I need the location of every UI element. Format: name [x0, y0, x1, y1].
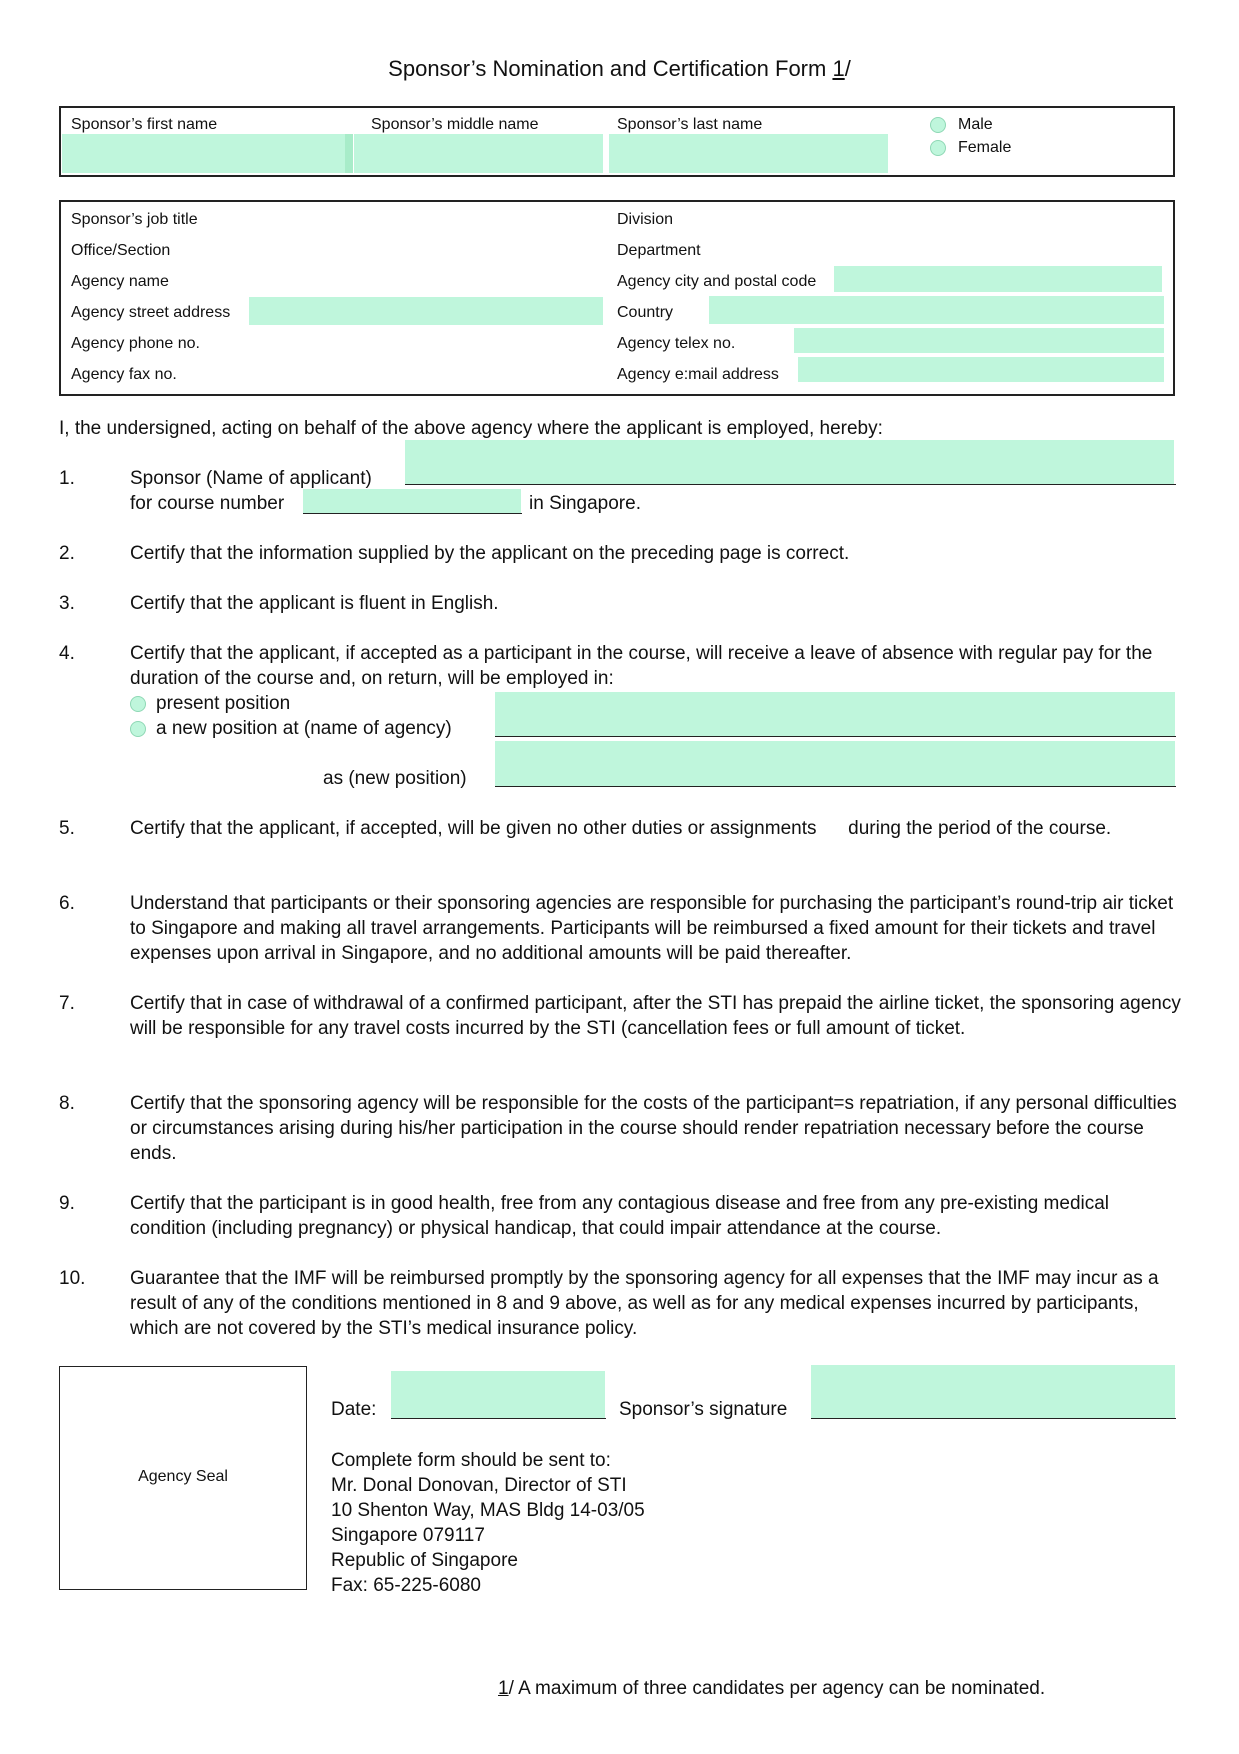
- course-number-underline: [303, 513, 522, 514]
- middle-name-field[interactable]: [354, 134, 603, 173]
- department-label: Department: [617, 242, 701, 259]
- country-label: Country: [617, 304, 674, 321]
- agency-name-label: Agency name: [71, 273, 169, 290]
- date-underline: [391, 1418, 606, 1419]
- email-field[interactable]: [798, 357, 1164, 382]
- intro-text: I, the undersigned, acting on behalf of the above agency where the applicant is employed, hereby:: [59, 418, 883, 439]
- send-to-line-1: Complete form should be sent to:: [331, 1450, 611, 1471]
- applicant-name-field[interactable]: [405, 440, 1174, 484]
- new-position-label: a new position at (name of agency): [156, 718, 452, 739]
- phone-label: Agency phone no.: [71, 335, 200, 352]
- new-position-underline: [495, 786, 1176, 787]
- office-section-label: Office/Section: [71, 242, 171, 259]
- send-to-line-2: Mr. Donal Donovan, Director of STI: [331, 1475, 627, 1496]
- present-position-radio[interactable]: [130, 696, 146, 712]
- first-name-field-edge: [345, 134, 353, 173]
- item-6-text: Understand that participants or their sponsoring agencies are responsible for purchasing the participant’s round-trip air ticket to Singapore and making all travel arrangements. Participants will be reimbursed a fixed amount for their tickets and travel expenses upon arrival in Singapore, and no additional amounts will be paid thereafter.: [130, 893, 1174, 964]
- item-9-number: 9.: [59, 1193, 75, 1214]
- course-number-field[interactable]: [303, 489, 521, 513]
- send-to-line-3: 10 Shenton Way, MAS Bldg 14-03/05: [331, 1500, 645, 1521]
- telex-field[interactable]: [794, 328, 1164, 353]
- job-title-label: Sponsor’s job title: [71, 211, 198, 228]
- telex-label: Agency telex no.: [617, 335, 736, 352]
- street-address-field[interactable]: [249, 297, 603, 325]
- new-agency-underline: [495, 736, 1176, 737]
- applicant-name-underline: [405, 484, 1176, 485]
- country-field[interactable]: [709, 296, 1164, 324]
- last-name-label: Sponsor’s last name: [617, 116, 763, 133]
- send-to-line-5: Republic of Singapore: [331, 1550, 518, 1571]
- item-7-text: Certify that in case of withdrawal of a confirmed participant, after the STI has prepaid the airline ticket, the sponsoring agency will be responsible for any travel costs incurred by the STI (cancellation fees or full amount of ticket.: [130, 993, 1181, 1039]
- first-name-label: Sponsor’s first name: [71, 116, 218, 133]
- division-label: Division: [617, 211, 674, 228]
- item-4-number: 4.: [59, 643, 75, 664]
- new-position-radio[interactable]: [130, 721, 146, 737]
- footnote-ref: 1: [832, 56, 845, 81]
- footnote-marker: 1: [498, 1678, 509, 1699]
- item-3-text: Certify that the applicant is fluent in English.: [130, 593, 499, 614]
- item-2-number: 2.: [59, 543, 75, 564]
- form-title: Sponsor’s Nomination and Certification Form 1/: [388, 56, 851, 81]
- signature-underline: [811, 1418, 1176, 1419]
- item-1-sponsor-label: Sponsor (Name of applicant): [130, 468, 372, 489]
- item-10-text: Guarantee that the IMF will be reimbursed promptly by the sponsoring agency for all expenses that the IMF may incur as a result of any of the conditions mentioned in 8 and 9 above, as well as for any medical expenses incurred by participants, which are not covered by the STI’s medical insurance policy.: [130, 1268, 1159, 1339]
- city-postal-field[interactable]: [834, 266, 1162, 292]
- fax-label: Agency fax no.: [71, 366, 177, 383]
- signature-field[interactable]: [811, 1365, 1175, 1418]
- item-2-text: Certify that the information supplied by the applicant on the preceding page is correct.: [130, 543, 850, 564]
- middle-name-label: Sponsor’s middle name: [371, 116, 539, 133]
- first-name-field[interactable]: [62, 134, 345, 173]
- item-9-text: Certify that the participant is in good health, free from any contagious disease and free from any pre-existing medical condition (including pregnancy) or physical handicap, that could impair attendance at the course.: [130, 1193, 1110, 1239]
- item-1-singapore-label: in Singapore.: [529, 493, 641, 514]
- item-1-number: 1.: [59, 468, 75, 489]
- new-agency-field[interactable]: [495, 692, 1175, 736]
- street-address-label: Agency street address: [71, 304, 231, 321]
- item-8-number: 8.: [59, 1093, 75, 1114]
- city-postal-label: Agency city and postal code: [617, 273, 817, 290]
- item-6-number: 6.: [59, 893, 75, 914]
- new-position-as-label: as (new position): [323, 768, 467, 789]
- new-position-field[interactable]: [495, 741, 1175, 786]
- agency-seal-label: Agency Seal: [138, 1468, 228, 1485]
- male-label: Male: [958, 116, 993, 133]
- date-field[interactable]: [391, 1371, 605, 1418]
- footnote-text: / A maximum of three candidates per agency can be nominated.: [508, 1678, 1046, 1699]
- item-8-text: Certify that the sponsoring agency will be responsible for the costs of the participant=s repatriation, if any personal difficulties or circumstances arising during his/her participation in the course should render repatriation necessary before the course ends.: [130, 1093, 1177, 1164]
- item-5-text: Certify that the applicant, if accepted, will be given no other duties or assignments during the period of the course.: [130, 818, 1112, 839]
- send-to-line-4: Singapore 079117: [331, 1525, 485, 1546]
- item-7-number: 7.: [59, 993, 75, 1014]
- footnote: [498, 1676, 1045, 1701]
- signature-label: Sponsor’s signature: [619, 1399, 788, 1420]
- send-to-line-6: Fax: 65-225-6080: [331, 1575, 481, 1596]
- present-position-label: present position: [156, 693, 291, 714]
- item-4-text: Certify that the applicant, if accepted as a participant in the course, will receive a leave of absence with regular pay for the duration of the course and, on return, will be employed in:: [130, 643, 1153, 689]
- item-5-number: 5.: [59, 818, 75, 839]
- last-name-field[interactable]: [609, 134, 888, 173]
- item-1-course-label: for course number: [130, 493, 285, 514]
- email-label: Agency e:mail address: [617, 366, 779, 383]
- item-3-number: 3.: [59, 593, 75, 614]
- male-radio[interactable]: [930, 117, 946, 133]
- date-label: Date:: [331, 1399, 377, 1420]
- item-10-number: 10.: [59, 1268, 86, 1289]
- female-label: Female: [958, 139, 1012, 156]
- female-radio[interactable]: [930, 140, 946, 156]
